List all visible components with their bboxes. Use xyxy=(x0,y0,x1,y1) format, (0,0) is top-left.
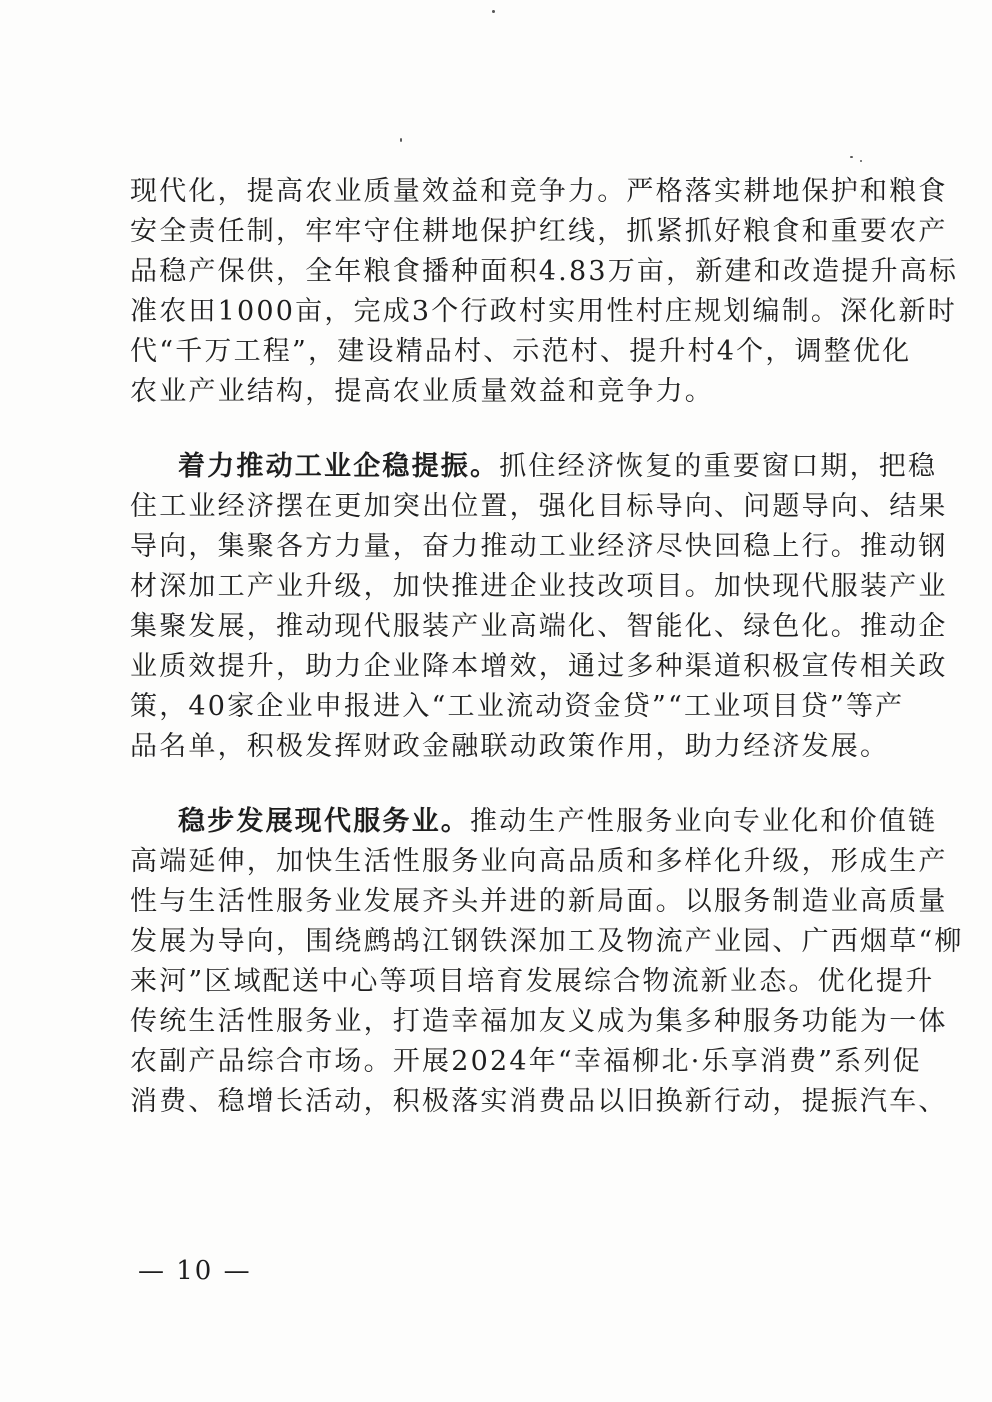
page-number: — 10 — xyxy=(138,1256,252,1286)
paragraph-industry xyxy=(130,447,948,767)
text-line: 发展为导向，围绕鹧鸪江钢铁深加工及物流产业园、广西烟草“柳 xyxy=(130,926,964,957)
text-span: 推动生产性服务业向专业化和价值链 xyxy=(470,806,938,837)
text-line: 材深加工产业升级，加快推进企业技改项目。加快现代服装产业 xyxy=(130,571,948,602)
text-line: 性与生活性服务业发展齐头并进的新局面。以服务制造业高质量 xyxy=(130,886,948,917)
document-body xyxy=(130,172,964,1122)
text-line: 现代化，提高农业质量效益和竞争力。严格落实耕地保护和粮食 xyxy=(130,176,948,207)
text-line: 消费、稳增长活动，积极落实消费品以旧换新行动，提振汽车、 xyxy=(130,1086,948,1117)
text-line: 代“千万工程”，建设精品村、示范村、提升村4个，调整优化 xyxy=(130,336,912,367)
text-line: 安全责任制，牢牢守住耕地保护红线，抓紧抓好粮食和重要农产 xyxy=(130,216,948,247)
text-span: 抓住经济恢复的重要窗口期，把稳 xyxy=(499,451,938,482)
text-line: 住工业经济摆在更加突出位置，强化目标导向、问题导向、结果 xyxy=(130,491,948,522)
scan-speck xyxy=(492,10,495,13)
text-line: 集聚发展，推动现代服装产业高端化、智能化、绿色化。推动企 xyxy=(130,611,948,642)
text-line: 业质效提升，助力企业降本增效，通过多种渠道积极宣传相关政 xyxy=(130,651,948,682)
paragraph-first-line xyxy=(130,802,938,842)
section-heading: 稳步发展现代服务业。 xyxy=(178,806,470,837)
scan-speck xyxy=(400,138,402,142)
scan-speck xyxy=(850,156,853,158)
paragraph-first-line xyxy=(130,447,938,487)
text-line: 传统生活性服务业，打造幸福加友义成为集多种服务功能为一体 xyxy=(130,1006,948,1037)
text-line: 策，40家企业申报进入“工业流动资金贷”“工业项目贷”等产 xyxy=(130,691,905,722)
text-line: 品稳产保供，全年粮食播种面积4.83万亩，新建和改造提升高标 xyxy=(130,256,959,287)
text-line: 来河”区域配送中心等项目培育发展综合物流新业态。优化提升 xyxy=(130,966,935,997)
section-heading: 着力推动工业企稳提振。 xyxy=(178,451,500,482)
text-line: 高端延伸，加快生活性服务业向高品质和多样化升级，形成生产 xyxy=(130,846,948,877)
text-line: 农业产业结构，提高农业质量效益和竞争力。 xyxy=(130,376,714,407)
paragraph-services xyxy=(130,802,964,1122)
text-line: 导向，集聚各方力量，奋力推动工业经济尽快回稳上行。推动钢 xyxy=(130,531,948,562)
paragraph-agriculture xyxy=(130,172,959,412)
text-line: 农副产品综合市场。开展2024年“幸福柳北·乐享消费”系列促 xyxy=(130,1046,922,1077)
scan-speck xyxy=(860,160,862,162)
text-line: 准农田1000亩，完成3个行政村实用性村庄规划编制。深化新时 xyxy=(130,296,957,327)
text-line: 品名单，积极发挥财政金融联动政策作用，助力经济发展。 xyxy=(130,731,890,762)
